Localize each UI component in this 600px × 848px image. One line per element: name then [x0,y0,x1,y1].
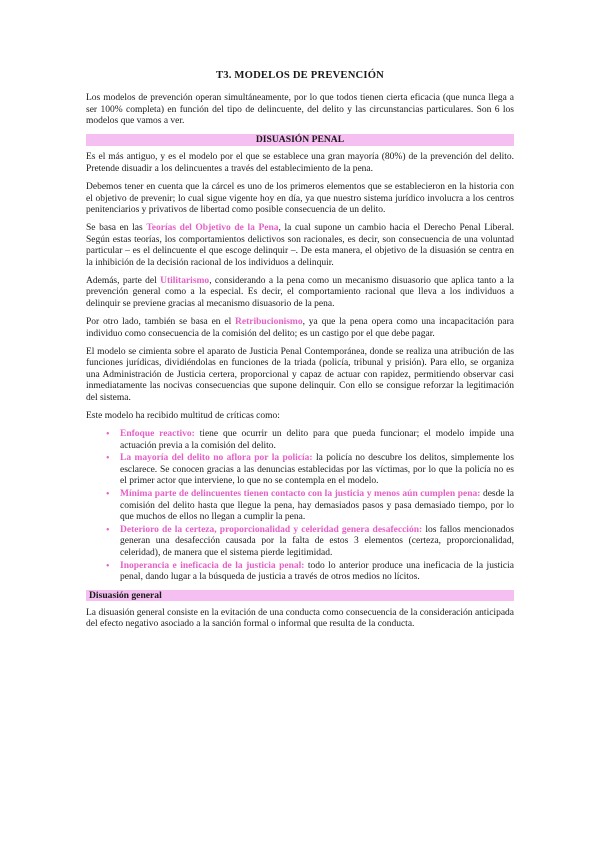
bullet-icon: • [106,453,110,465]
list-item [106,488,514,524]
paragraph-4-start: Además, parte del [86,275,161,286]
bullet-icon: • [106,560,110,572]
bullet-icon: • [106,488,110,500]
paragraph-5 [86,317,514,340]
list-item-highlight: Mínima parte de delincuentes tienen contacto con la justicia y menos aún cumplen pena: [120,488,481,499]
list-item [106,428,514,452]
paragraph-2: Debemos tener en cuenta que la cárcel es uno de los primeros elementos que se establecieron en la historia con el objetivo de prevenir; lo cual sigue vigente hoy en día, ya que nuestro sistema jurídico involucra a los centros penitenciarios y privativos de libertad como posible consecuencia de un delito. [86,181,514,216]
list-item-highlight: Deterioro de la certeza, proporcionalidad y celeridad genera desafección: [120,524,423,535]
section-heading-disuasion-general: Disuasión general [86,590,514,602]
highlight-utilitarismo: Utilitarismo [160,275,210,286]
paragraph-3-start: Se basa en las [86,223,147,234]
list-item-text: todo lo anterior produce una ineficacia de la justicia penal, dando lugar a la búsqueda de justicia a través de otros medios no lícitos. [120,560,514,583]
list-item-text: la policía no descubre los delitos, simplemente los esclarece. Se conocen gracias a las denuncias establecidas por las víctimas, por lo que la policía no es el primer actor que interviene, lo que no se contempla en el modelo. [120,453,514,487]
paragraph-6: El modelo se cimienta sobre el aparato de Justicia Penal Contemporánea, donde se realiza una atribución de las funciones jurídicas, dividiéndolas en funciones de la triada (policía, tribunal y prisión). Para ello, se organiza una Administración de Justicia certera, proporcional y capaz de actuar con rapidez, permitiendo observar casi inmediatamente las nocivas consecuencias que supone delinquir. Con ello se consigue reforzar la legitimación del sistema. [86,346,514,403]
intro-paragraph: Los modelos de prevención operan simultáneamente, por lo que todos tienen cierta eficacia (que nunca llega a ser 100% completa) en función del tipo de delincuente, del delito y las circunstancias particulares. Son 6 los modelos que vamos a ver. [86,93,514,127]
list-item [106,453,514,488]
paragraph-4-end: , considerando a la pena como un mecanismo disuasorio que aplica tanto a la prevención general como a la especial. Es decir, el comportamiento racional que lleva a los individuos a delinquir se previene gracias al mecanismo disuasorio de la pena. [86,275,514,310]
list-item [106,560,514,584]
bullet-icon: • [106,428,110,440]
list-item [106,524,514,560]
list-item-highlight: Inoperancia e ineficacia de la justicia penal: [120,560,305,571]
section-heading-disuasion-penal: DISUASIÓN PENAL [86,134,514,146]
highlight-retribucionismo: Retribucionismo [235,317,303,328]
paragraph-1: Es el más antiguo, y es el modelo por el que se establece una gran mayoría (80%) de la prevención del delito. Pretende disuadir a los delincuentes a través del establecimiento de la pena. [86,152,514,174]
paragraph-4 [86,276,514,311]
list-item-text: desde la comisión del delito hasta que llegue la pena, hay demasiados pasos y pasa demasiado tiempo, por lo que muchos de ellos no llegan a cumplir la pena. [120,488,514,523]
paragraph-3-end: , la cual supone un cambio hacia el Derecho Penal Liberal. Según estas teorías, los comportamientos delictivos son racionales, es decir, son consecuencia de una voluntad particular – es el delincuente el que escoge delinquir –. De esta manera, el objetivo de la disuasión se centra en la inhibición de la decisión racional de los individuos a delinquir. [86,223,514,268]
paragraph-5-start: Por otro lado, también se basa en el [86,317,236,328]
bullet-icon: • [106,524,110,536]
paragraph-7: Este modelo ha recibido multitud de críticas como: [86,410,280,421]
criticism-list [86,429,514,584]
page-title: T3. MODELOS DE PREVENCIÓN [215,70,385,81]
paragraph-3 [86,223,514,269]
list-item-text: tiene que ocurrir un delito para que pueda funcionar; el modelo impide una actuación previa a la comisión del delito. [120,428,514,451]
list-item-text: los fallos mencionados generan una desafección causada por la falta de estos 3 elementos (certeza, proporcionalidad, celeridad), de manera que el sistema pierde legitimidad. [120,524,514,558]
paragraph-5-end: , ya que la pena opera como una incapacitación para individuo como consecuencia de la comisión del delito; es un castigo por el que debe pagar. [86,317,514,339]
paragraph-general: La disuasión general consiste en la evitación de una conducta como consecuencia de la consideración anticipada del efecto negativo asociado a la sanción formal o informal que resulta de la conducta. [86,607,514,630]
highlight-teorias: Teorías del Objetivo de la Pena [146,223,279,234]
list-item-highlight: Enfoque reactivo: [120,428,195,439]
list-item-highlight: La mayoría del delito no aflora por la policía: [120,453,313,464]
